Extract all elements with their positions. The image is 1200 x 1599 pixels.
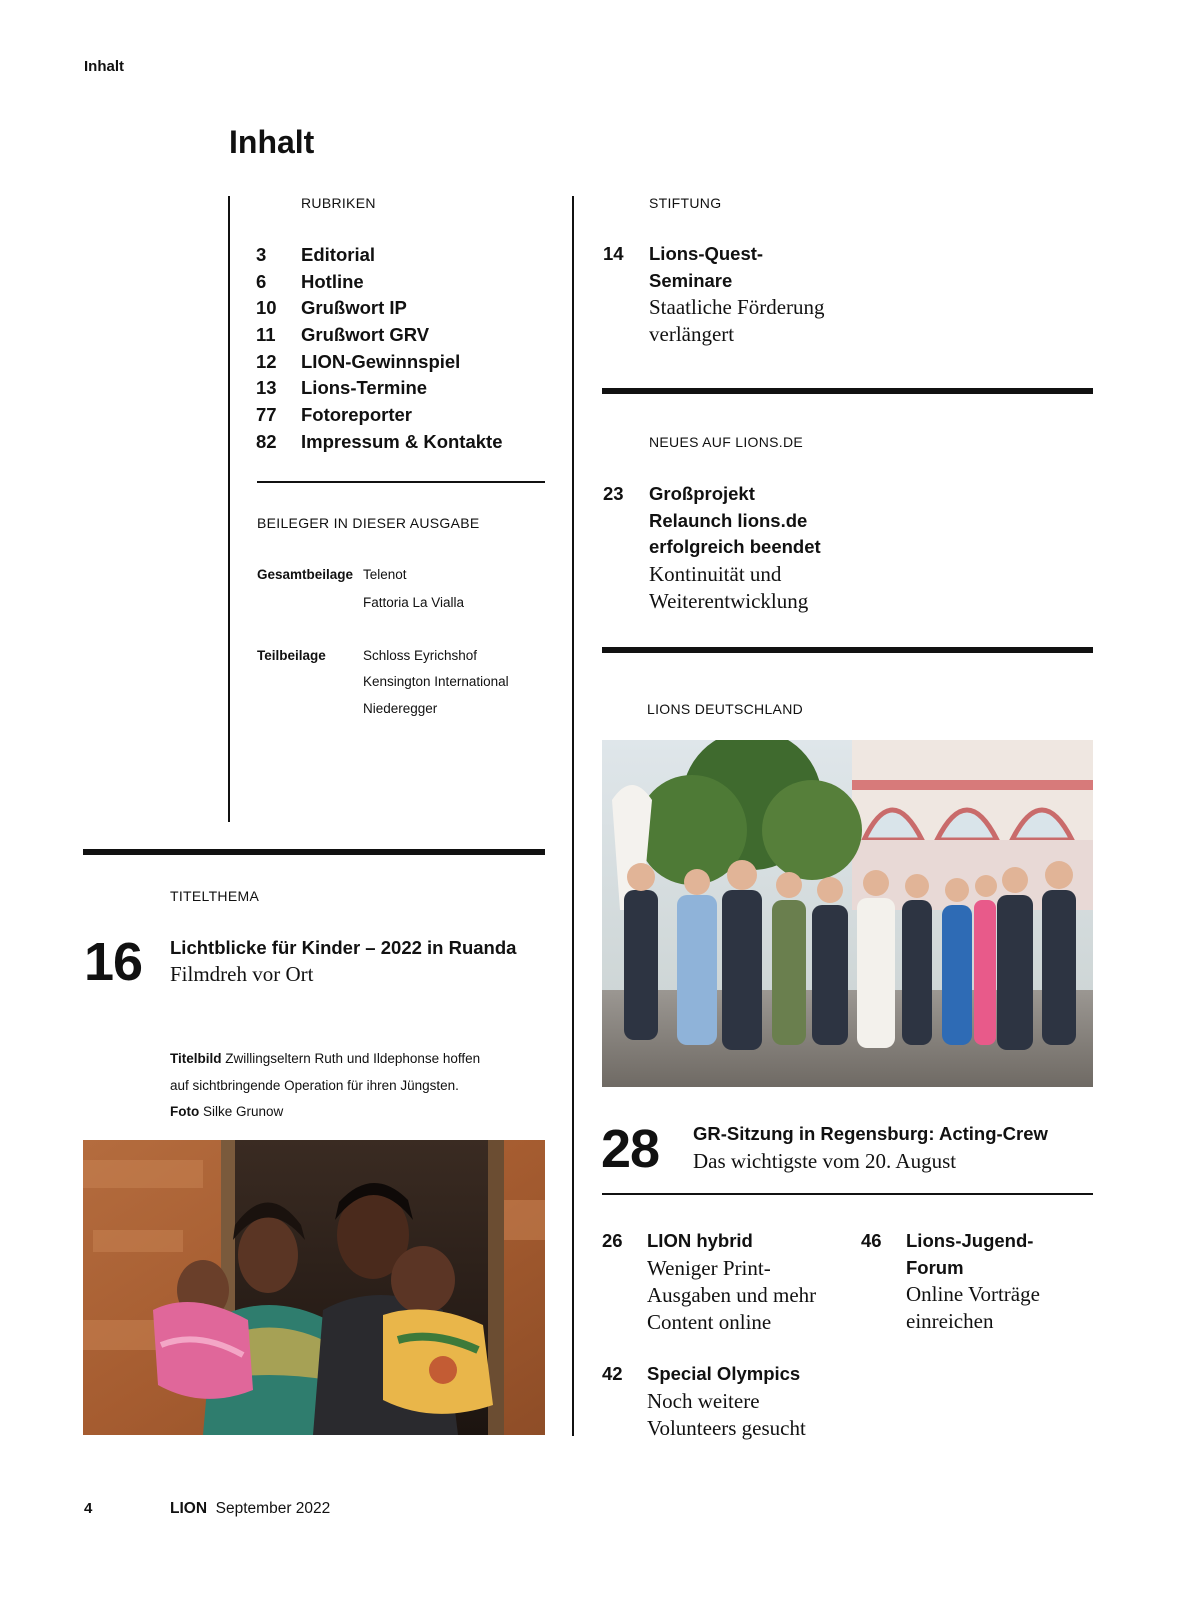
- hybrid-page: 26: [602, 1230, 623, 1251]
- cover-photo: [83, 1140, 545, 1435]
- olympics-page: 42: [602, 1363, 623, 1384]
- teilbeilage-label: Teilbeilage: [257, 648, 326, 663]
- beileger-label: BEILEGER IN DIESER AUSGABE: [257, 515, 480, 531]
- titelthema-label: TITELTHEMA: [170, 888, 260, 904]
- lions-deutschland-page-number: 28: [601, 1119, 660, 1179]
- hybrid-subtitle: Weniger Print-: [647, 1255, 771, 1280]
- foto-label: Foto: [170, 1104, 200, 1119]
- lions-deutschland-subtitle: Das wichtigste vom 20. August: [693, 1149, 957, 1173]
- toc-item[interactable]: [256, 430, 556, 457]
- jugend-title: Forum: [906, 1256, 964, 1278]
- toc-title: Hotline: [301, 270, 364, 292]
- footer-issue: September 2022: [215, 1500, 331, 1517]
- beilage-item: Telenot: [363, 567, 407, 582]
- neues-title: Relaunch lions.de: [649, 509, 808, 531]
- stiftung-page: 14: [603, 243, 624, 264]
- beilage-item: Kensington International: [363, 674, 509, 689]
- stiftung-entry[interactable]: [649, 241, 1069, 348]
- caption-text: auf sichtbringende Operation für ihren Jüngsten.: [170, 1077, 459, 1093]
- toc-page: 82: [256, 430, 277, 452]
- toc-item[interactable]: [256, 296, 556, 323]
- beileger-block: [257, 567, 547, 727]
- section-divider: [602, 1193, 1093, 1195]
- section-divider-thick: [83, 849, 545, 855]
- caption-text: Zwillingseltern Ruth und Ildephonse hoffen: [221, 1051, 481, 1066]
- jugend-page: 46: [861, 1230, 882, 1251]
- toc-item[interactable]: [256, 350, 556, 377]
- toc-page: 3: [256, 244, 267, 265]
- toc-page: 77: [256, 404, 277, 426]
- gesamtbeilage-label: Gesamtbeilage: [257, 567, 354, 582]
- toc-title: Grußwort GRV: [301, 324, 430, 346]
- toc-page: 13: [256, 377, 277, 399]
- toc-page: 12: [256, 350, 277, 372]
- neues-title: Großprojekt: [649, 483, 755, 504]
- center-column-rule: [572, 196, 574, 1436]
- hybrid-title: LION hybrid: [647, 1230, 753, 1251]
- neues-title: erfolgreich beendet: [649, 536, 821, 557]
- neues-entry[interactable]: [649, 481, 1069, 615]
- cover-caption: [170, 1046, 550, 1126]
- section-divider-thick: [602, 647, 1093, 653]
- jugend-subtitle: einreichen: [906, 1309, 994, 1333]
- beilage-item: Schloss Eyrichshof: [363, 648, 478, 663]
- toc-title: Impressum & Kontakte: [301, 430, 503, 452]
- neues-label: NEUES AUF LIONS.DE: [649, 434, 803, 450]
- toc-title: LION-Gewinnspiel: [301, 350, 461, 372]
- toc-title: Fotoreporter: [301, 404, 412, 426]
- toc-page: 11: [256, 324, 276, 346]
- lions-deutschland-title[interactable]: GR-Sitzung in Regensburg: Acting-Crew: [693, 1123, 1048, 1144]
- toc-title: Editorial: [301, 244, 376, 265]
- lions-deutschland-label: LIONS DEUTSCHLAND: [647, 701, 804, 717]
- section-divider-thick: [602, 388, 1093, 394]
- hybrid-entry[interactable]: [647, 1228, 857, 1336]
- group-photo: [602, 740, 1093, 1087]
- jugend-entry[interactable]: [906, 1228, 1096, 1335]
- hybrid-subtitle: Content online: [647, 1309, 772, 1334]
- titelthema-page-number: 16: [84, 932, 143, 992]
- titelthema-title[interactable]: Lichtblicke für Kinder – 2022 in Ruanda: [170, 937, 517, 958]
- toc-item[interactable]: [256, 270, 556, 297]
- olympics-subtitle: Noch weitere: [647, 1388, 760, 1413]
- footer-page-number: 4: [84, 1500, 93, 1517]
- running-head: Inhalt: [84, 58, 124, 75]
- beilage-item: Fattoria La Vialla: [363, 595, 465, 610]
- hybrid-subtitle: Ausgaben und mehr: [647, 1282, 817, 1307]
- stiftung-subtitle: Staatliche Förderung: [649, 295, 825, 319]
- stiftung-subtitle: verlängert: [649, 322, 735, 346]
- jugend-subtitle: Online Vorträge: [906, 1282, 1040, 1306]
- stiftung-label: STIFTUNG: [649, 195, 722, 211]
- neues-subtitle: Kontinuität und: [649, 561, 782, 586]
- toc-title: Grußwort IP: [301, 297, 407, 319]
- toc-page: 10: [256, 297, 277, 319]
- jugend-title: Lions-Jugend-: [906, 1230, 1034, 1251]
- left-column-rule: [228, 196, 230, 822]
- olympics-entry[interactable]: [647, 1361, 907, 1442]
- toc-item[interactable]: [256, 403, 556, 430]
- rubriken-label: RUBRIKEN: [301, 195, 376, 211]
- olympics-title: Special Olympics: [647, 1363, 801, 1384]
- titelthema-subtitle: Filmdreh vor Ort: [170, 962, 314, 986]
- foto-credit: Silke Grunow: [199, 1104, 284, 1119]
- section-divider: [257, 481, 545, 483]
- toc-page: 6: [256, 270, 267, 292]
- caption-label: Titelbild: [170, 1051, 222, 1066]
- stiftung-title: Lions-Quest-: [649, 243, 764, 264]
- neues-page: 23: [603, 483, 624, 504]
- toc-item[interactable]: [256, 243, 556, 270]
- footer-masthead: [170, 1500, 330, 1518]
- stiftung-title: Seminare: [649, 269, 733, 291]
- page-title: Inhalt: [229, 124, 315, 160]
- footer-magazine: LION: [170, 1500, 208, 1517]
- rubriken-list: [256, 243, 556, 457]
- toc-item[interactable]: [256, 376, 556, 403]
- olympics-subtitle: Volunteers gesucht: [647, 1415, 806, 1440]
- beilage-item: Niederegger: [363, 701, 438, 716]
- toc-title: Lions-Termine: [301, 377, 428, 399]
- neues-subtitle: Weiterentwicklung: [649, 588, 809, 613]
- toc-item[interactable]: [256, 323, 556, 350]
